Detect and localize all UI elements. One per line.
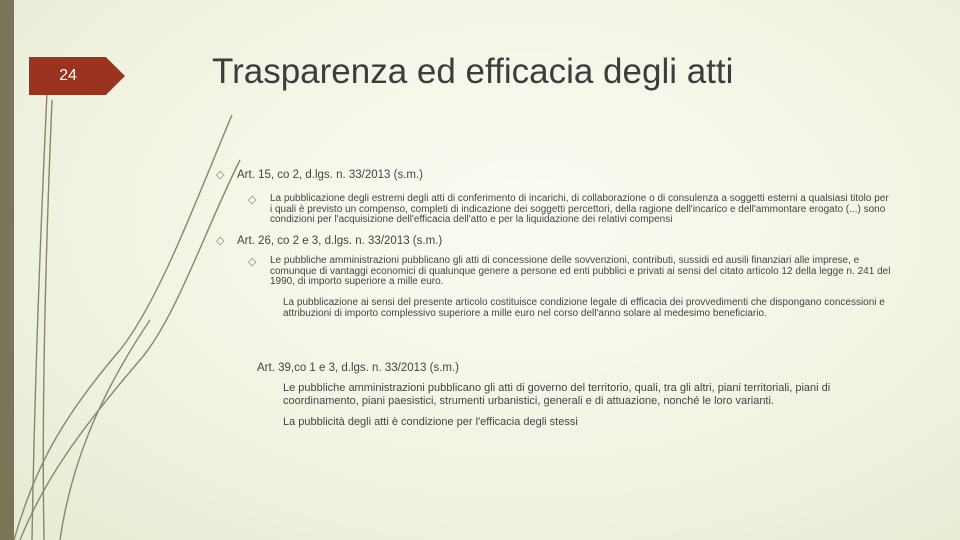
art-26-paragraph: La pubblicazione ai sensi del presente articolo costituisce condizione legale di efficacia dei provvedimenti che dispongano concessioni e attribuzioni di importo complessivo superiore a mille euro nel corso dell'anno solare al medesimo beneficiario. xyxy=(283,297,885,319)
art-39-paragraph: Le pubbliche amministrazioni pubblicano gli atti di governo del territorio, quali, tra gli altri, piani territoriali, piani di coordinamento, piani paesistici, strumenti urbanistici, generali e di attuazione, nonché le loro varianti. xyxy=(283,382,831,407)
slide-title: Trasparenza ed efficacia degli atti xyxy=(212,52,734,91)
sub-bullet-art-15-text: La pubblicazione degli estremi degli atti di conferimento di incarichi, di collaborazione o di consulenza a soggetti esterni a qualsiasi titolo per i quali è previsto un compenso, completi di indicazione dei soggetti percettori, della ragione dell'incarico e dell'ammontare erogato (...) sono condizioni per l'acquisizione dell'efficacia dell'atto e per la liquidazione dei relativi compensi xyxy=(270,193,889,225)
diamond-bullet-icon: ◇ xyxy=(216,169,225,181)
bullet-item-art-26: Art. 26, co 2 e 3, d.lgs. n. 33/2013 (s.m.) xyxy=(237,235,443,247)
diamond-bullet-icon: ◇ xyxy=(248,256,257,268)
bullet-item-art-15: Art. 15, co 2, d.lgs. n. 33/2013 (s.m.) xyxy=(237,169,424,181)
art-39-heading: Art. 39,co 1 e 3, d.lgs. n. 33/2013 (s.m.) xyxy=(257,362,459,374)
diamond-bullet-icon: ◇ xyxy=(216,235,225,247)
art-39-publicity-paragraph: La pubblicità degli atti è condizione per l'efficacia degli stessi xyxy=(283,416,578,428)
slide-number: 24 xyxy=(59,67,77,84)
sub-bullet-art-26-text: Le pubbliche amministrazioni pubblicano gli atti di concessione delle sovvenzioni, contributi, sussidi ed ausili finanziari alle imprese, e comunque di vantaggi economici di qualunque genere a persone ed enti pubblici e privati ai sensi del citato articolo 12 della legge n. 241 del 1990, di importo superiore a mille euro. xyxy=(270,255,891,287)
diamond-bullet-icon: ◇ xyxy=(248,194,257,206)
